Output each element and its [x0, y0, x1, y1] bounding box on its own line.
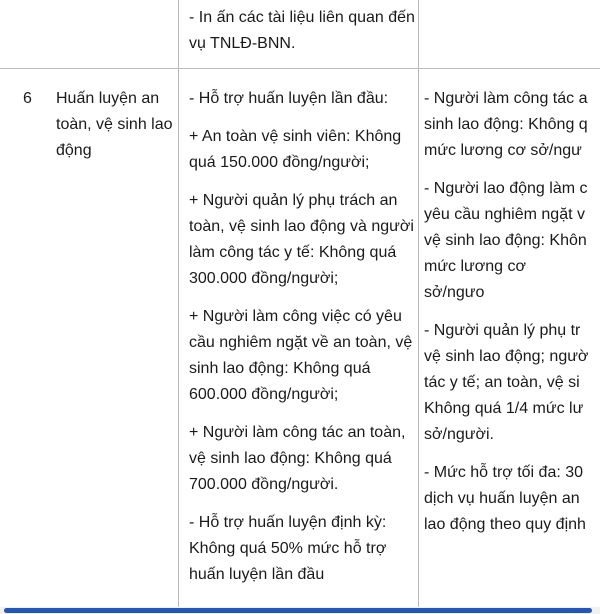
paragraph: - Người lao động làm c yêu cầu nghiêm ngặt v vệ sinh lao động: Khôn mức lương cơ sở/ngưo [424, 180, 588, 301]
row-title: Huấn luyện an toàn, vệ sinh lao động [56, 90, 173, 159]
paragraph: + Người làm công việc có yêu cầu nghiêm ngặt về an toàn, vệ sinh lao động: Không quá 600.000 đồng/người; [189, 308, 413, 403]
row-number: 6 [23, 90, 32, 107]
paragraph: - Mức hỗ trợ tối đa: 30 dịch vụ huấn luyện an lao động theo quy định [424, 464, 586, 533]
paragraph: - Hỗ trợ huấn luyện lần đầu: [189, 90, 389, 107]
scrollbar-thumb[interactable] [4, 608, 592, 613]
row-col3 [189, 86, 415, 600]
horizontal-scrollbar[interactable] [0, 607, 600, 614]
paragraph: + Người quản lý phụ trách an toàn, vệ sinh lao động và người làm công tác y tế: Không quá 300.000 đồng/người; [189, 192, 414, 287]
paragraph: + Người làm công tác an toàn, vệ sinh lao động: Không quá 700.000 đồng/người. [189, 424, 406, 493]
column-divider [178, 0, 179, 607]
column-divider [418, 0, 419, 607]
paragraph: - Người làm công tác a sinh lao động: Không q mức lương cơ sở/ngư [424, 90, 588, 159]
top-row-col3 [189, 5, 415, 69]
paragraph: - Hỗ trợ huấn luyện định kỳ: Không quá 50% mức hỗ trợ huấn luyện lần đầu [189, 514, 387, 583]
row-col4 [424, 86, 590, 550]
paragraph: - Người quản lý phụ tr vệ sinh lao động; ngườ tác y tế; an toàn, vệ si Không quá 1/4 mức lư sở/người. [424, 322, 589, 443]
paragraph: + An toàn vệ sinh viên: Không quá 150.000 đồng/người; [189, 128, 402, 171]
paragraph: - In ấn các tài liệu liên quan đến vụ TNLĐ-BNN. [189, 9, 415, 52]
